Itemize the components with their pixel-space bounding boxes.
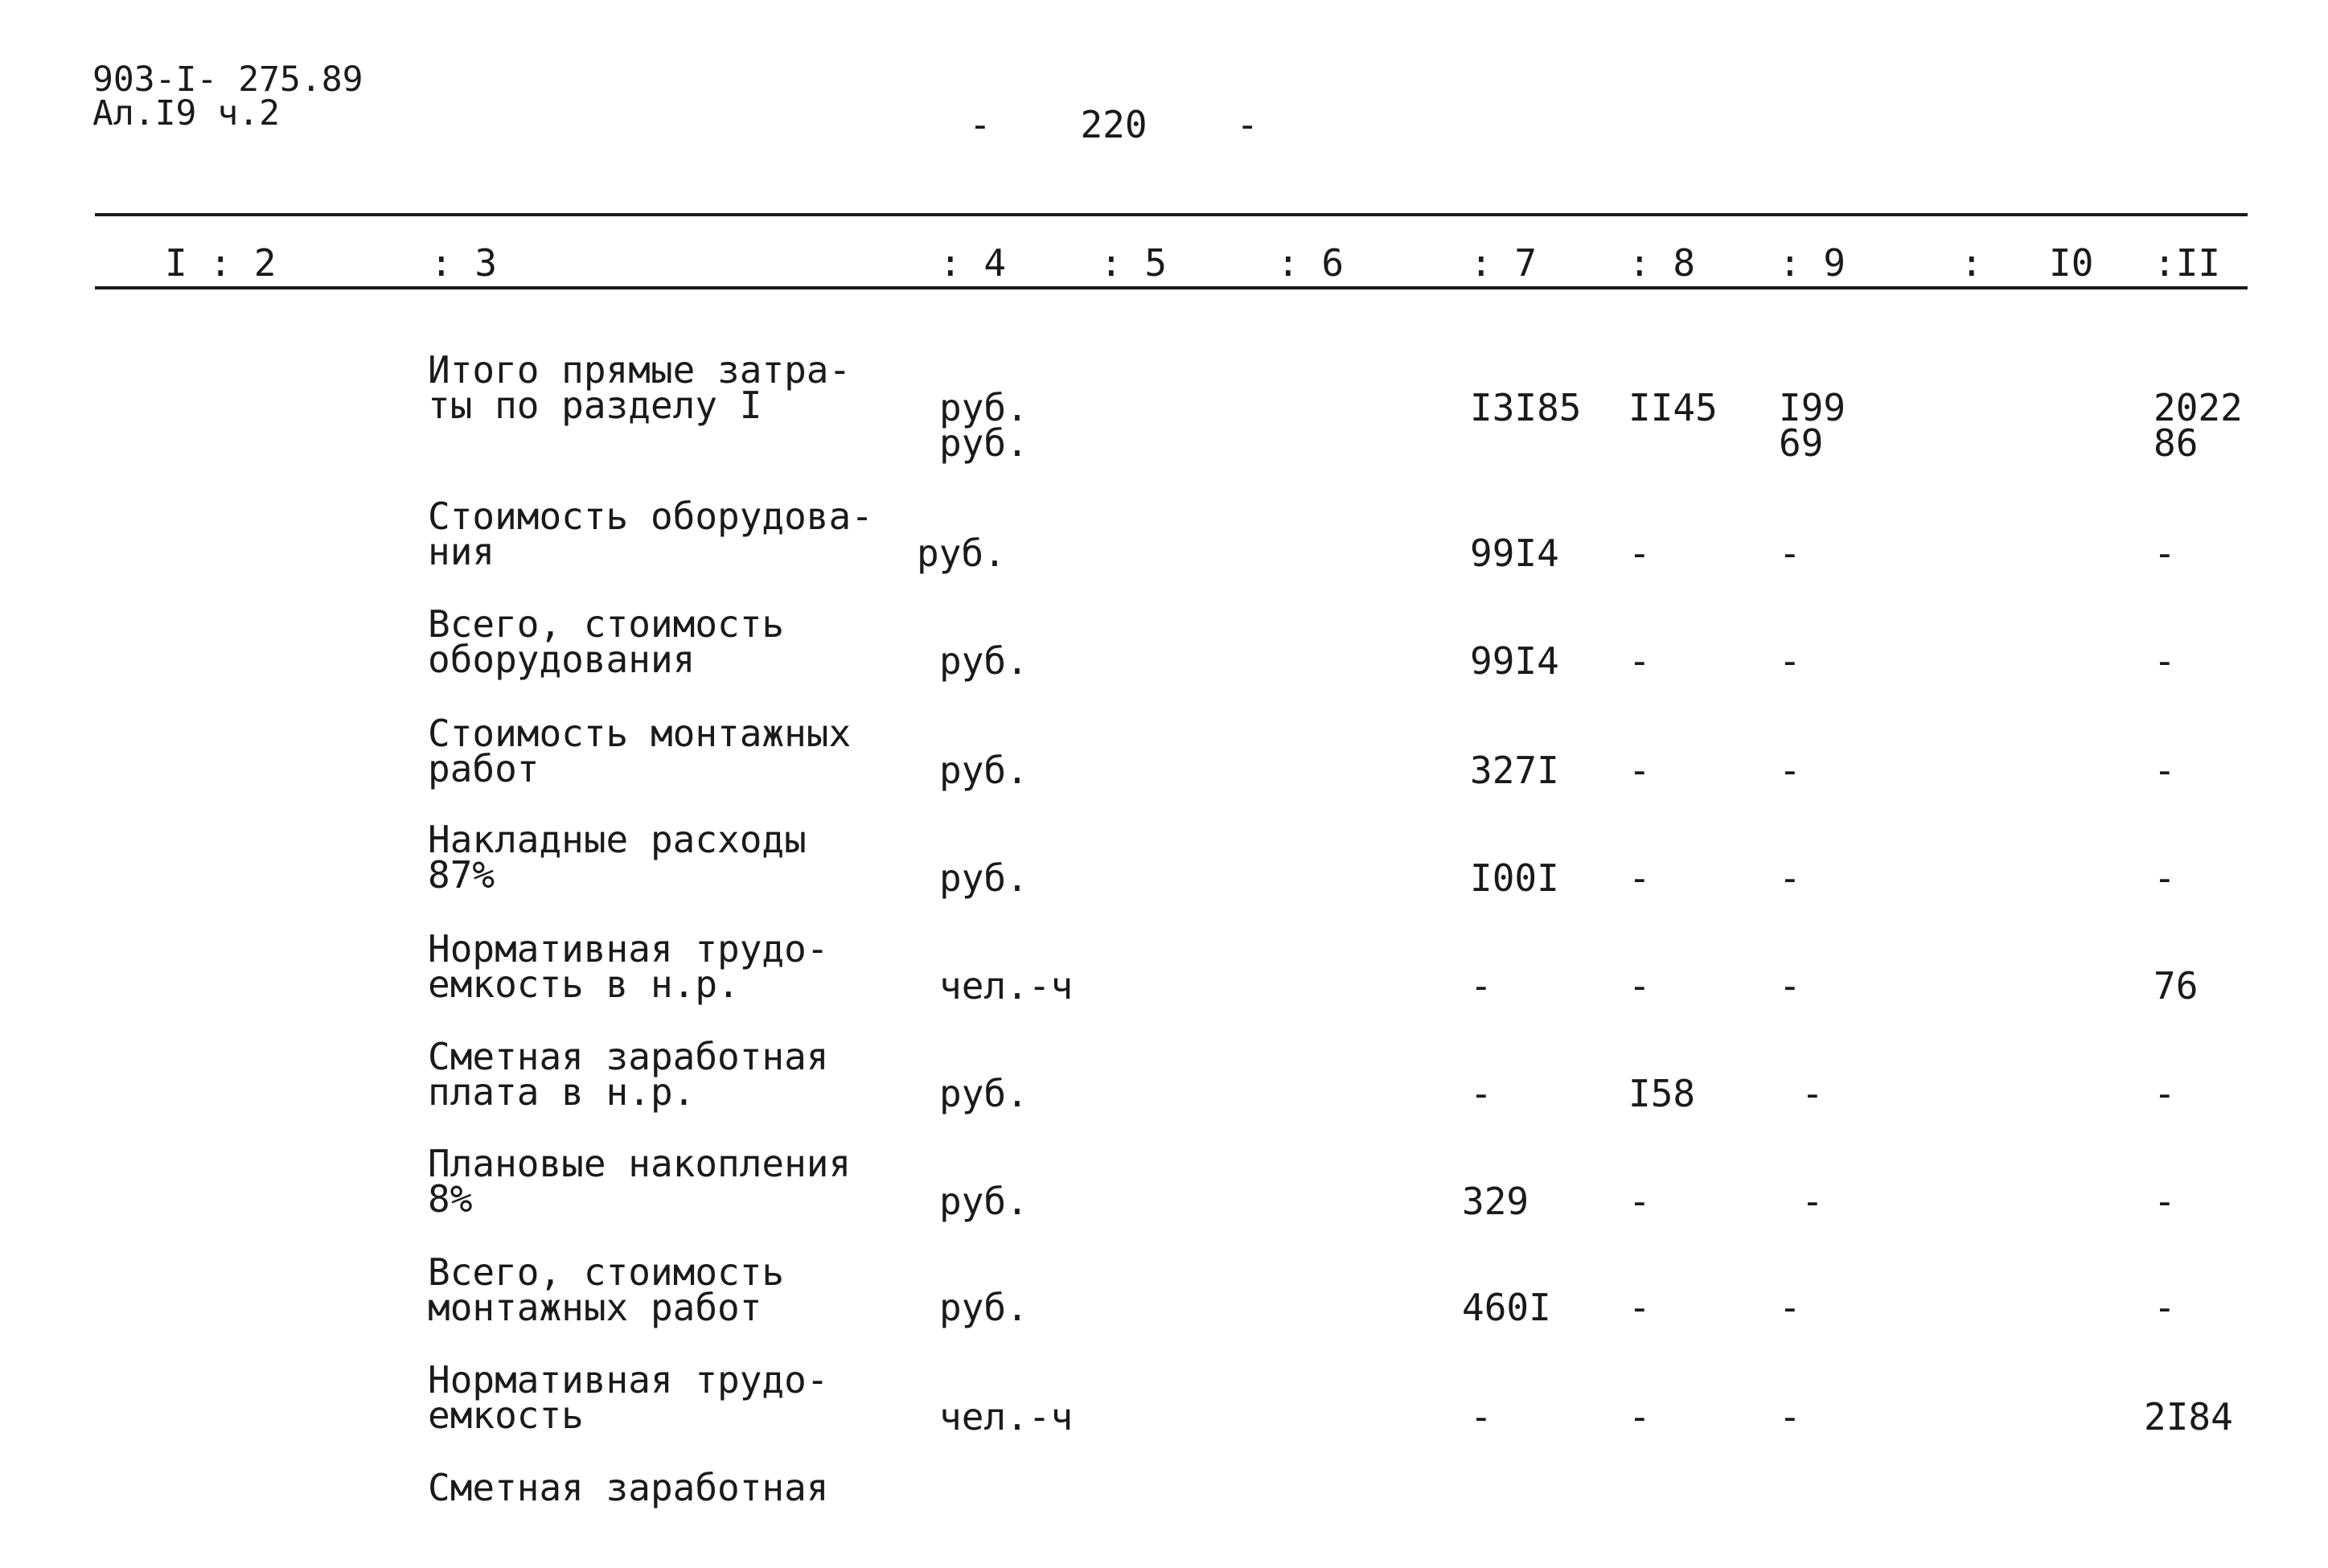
row-col-9: I99 — [1779, 386, 1846, 429]
row-col-11: - — [2154, 532, 2176, 575]
row-col-9: - — [1779, 749, 1801, 792]
header-col-6: : 6 — [1277, 241, 1345, 285]
header-col-10: I0 — [2049, 241, 2094, 285]
row-label-line1: Нормативная трудо- — [428, 927, 829, 971]
row-col-11: - — [2154, 1072, 2176, 1115]
row-col-8: - — [1628, 856, 1651, 900]
row-col-7: 460I — [1462, 1286, 1551, 1329]
row-label-line1: Плановые накопления — [428, 1142, 852, 1185]
row-label-line1: Накладные расходы — [428, 818, 807, 861]
row-unit: руб. — [939, 386, 1029, 429]
header-col-9: : 9 — [1779, 241, 1846, 285]
row-label-line2: ты по разделу I — [428, 384, 762, 427]
row-col-11: - — [2154, 1286, 2176, 1329]
row-col-11: - — [2154, 639, 2176, 683]
row-col-7: - — [1470, 1395, 1492, 1439]
row-label-line2: монтажных работ — [428, 1286, 762, 1329]
row-col-7: I3I85 — [1470, 386, 1582, 429]
row-col-11: 2I84 — [2144, 1395, 2233, 1439]
row-unit: руб. — [939, 856, 1029, 900]
table-top-rule — [95, 213, 2248, 216]
row-col-7: I00I — [1470, 856, 1559, 900]
row-col-11: 76 — [2154, 964, 2199, 1008]
row-label-line2: оборудования — [428, 638, 696, 681]
row-unit: руб. — [939, 639, 1029, 683]
row-unit: руб. — [939, 1180, 1029, 1223]
header-col-1-2: I : 2 — [165, 241, 277, 285]
row-label-line1: Итого прямые затра- — [428, 348, 852, 392]
row-unit: чел.-ч — [939, 1395, 1074, 1439]
row-col-8: - — [1628, 532, 1651, 575]
row-col-11: - — [2154, 749, 2176, 792]
table-header-rule — [95, 286, 2248, 289]
row-col-8: II45 — [1628, 386, 1718, 429]
document-code-line2: Ал.I9 ч.2 — [92, 93, 280, 133]
row-col-11: - — [2154, 856, 2176, 900]
row-label-line2: 87% — [428, 853, 495, 897]
row-label-line1: Стоимость оборудова- — [428, 495, 873, 538]
header-col-3: : 3 — [430, 241, 498, 285]
row-label-line1: Стоимость монтажных — [428, 712, 852, 755]
row-col-9: - — [1779, 532, 1801, 575]
row-col-9: 69 — [1779, 421, 1824, 465]
header-col-11: :II — [2154, 241, 2221, 285]
row-label-line1: Нормативная трудо- — [428, 1358, 829, 1402]
row-col-7: 327I — [1470, 749, 1559, 792]
row-col-8: - — [1628, 964, 1651, 1008]
row-col-7: - — [1470, 964, 1492, 1008]
row-unit: руб. — [939, 749, 1029, 792]
row-col-7: - — [1470, 1072, 1492, 1115]
row-col-8: - — [1628, 1286, 1651, 1329]
row-col-9: - — [1779, 1286, 1801, 1329]
page-number: - 220 - — [969, 103, 1259, 146]
row-label-line2: емкость — [428, 1394, 584, 1437]
header-col-8: : 8 — [1628, 241, 1696, 285]
row-label-line2: ния — [428, 530, 495, 573]
row-col-9: - — [1801, 1072, 1824, 1115]
row-col-9: - — [1779, 964, 1801, 1008]
row-col-11: 2022 — [2154, 386, 2243, 429]
header-col-4: : 4 — [939, 241, 1007, 285]
row-col-7: 329 — [1462, 1180, 1529, 1223]
row-col-8: I58 — [1628, 1072, 1696, 1115]
row-col-8: - — [1628, 1395, 1651, 1439]
row-col-7: 99I4 — [1470, 532, 1559, 575]
row-label-line2: плата в н.р. — [428, 1070, 696, 1114]
row-unit: руб. — [939, 1072, 1029, 1115]
row-label-line1: Сметная заработная — [428, 1466, 829, 1509]
row-col-8: - — [1628, 639, 1651, 683]
row-col-8: - — [1628, 1180, 1651, 1223]
header-col-sep: : — [1961, 241, 1983, 285]
header-col-5: : 5 — [1100, 241, 1168, 285]
document-code — [92, 60, 363, 133]
row-unit: чел.-ч — [939, 964, 1074, 1008]
row-label-line1: Всего, стоимость — [428, 1250, 785, 1294]
row-col-7: 99I4 — [1470, 639, 1559, 683]
row-col-9: - — [1779, 856, 1801, 900]
row-label-line2: емкость в н.р. — [428, 963, 740, 1006]
row-unit: руб. — [917, 532, 1006, 575]
row-col-11: - — [2154, 1180, 2176, 1223]
row-label-line1: Всего, стоимость — [428, 602, 785, 646]
row-unit: руб. — [939, 421, 1029, 465]
row-col-9: - — [1779, 639, 1801, 683]
row-col-9: - — [1779, 1395, 1801, 1439]
row-col-11: 86 — [2154, 421, 2199, 465]
header-col-7: : 7 — [1470, 241, 1538, 285]
row-label-line2: работ — [428, 747, 540, 790]
row-col-9: - — [1801, 1180, 1824, 1223]
document-code-line1: 903-I- 275.89 — [92, 60, 363, 100]
row-unit: руб. — [939, 1286, 1029, 1329]
row-label-line1: Сметная заработная — [428, 1035, 829, 1078]
row-col-8: - — [1628, 749, 1651, 792]
row-label-line2: 8% — [428, 1177, 473, 1221]
